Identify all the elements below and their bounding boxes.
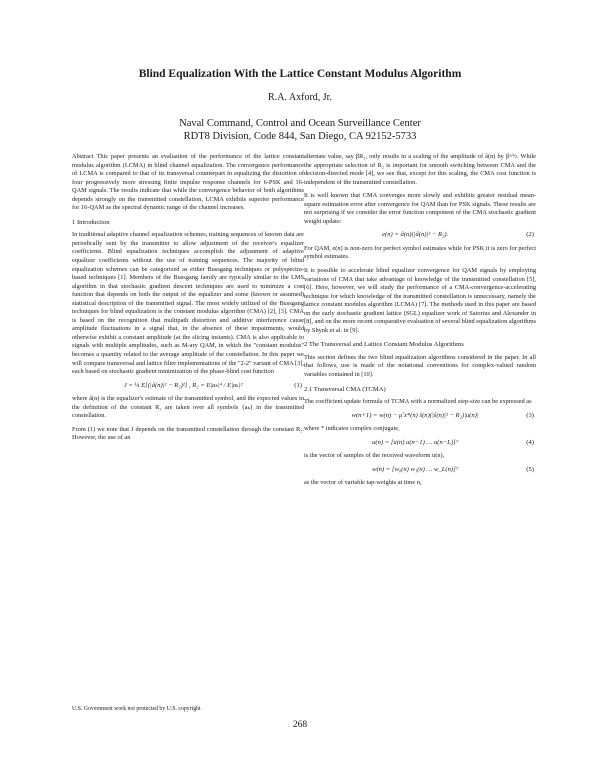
equation-5-number: (5) [526, 465, 534, 473]
equation-3-number: (3) [526, 411, 534, 419]
left-column [72, 153, 304, 448]
equation-2-number: (2) [526, 231, 534, 239]
equation-3 [304, 412, 536, 421]
section-1-heading: 1 Introduction [72, 218, 110, 226]
paper-title: Blind Equalization With the Lattice Constant Modulus Algorithm [138, 68, 462, 80]
right-paragraph-3: For QAM, e(n) is non-zero for perfect symbol estimates while for PSK it is zero for perfect symbol estimates. [304, 244, 536, 261]
equation-2 [304, 231, 536, 240]
equation-4-body: u(n) = [u(n) u(n−1) … u(n−L)]ᵀ [372, 438, 459, 446]
equation-3-body: w(n+1) = w(n) − μ̃ x*(n) ŝ(n)(|ŝ(n)|² − R₂)|u(n)| [351, 411, 479, 419]
affiliation-line-1: Naval Command, Control and Ocean Surveillance Center [179, 118, 421, 129]
section-2-1-heading: 2.1 Transversal CMA (TCMA) [304, 385, 386, 393]
equation-4 [304, 439, 536, 448]
right-paragraph-1: alternate value, say βR₂, only results in a scaling of the amplitude of â(n) by β^½. While the appropriate selection of R₂ is important for smooth switching between CMA and the decision-directed mode [4], we see that, except for this scaling, the CMA cost function is independent of the transmitted constellation. [304, 153, 536, 186]
affiliation-line-2: RDT8 Division, Code 844, San Diego, CA 92152-5733 [183, 131, 417, 142]
where-paragraph: where â(n) is the equalizer's estimate of the transmitted symbol, and the expected values in the definition of the constant R₂ are taken over all symbols {aₖ} in the transmitted constellation. [72, 395, 304, 420]
equation-4-number: (4) [526, 438, 534, 446]
equation-1 [72, 382, 304, 391]
equation-2-body: e(n) = â(n)(|â(n)|² − R₂). [382, 231, 449, 239]
author-name: R.A. Axford, Jr. [268, 92, 332, 103]
equation-5 [304, 466, 536, 475]
intro-paragraph: In traditional adaptive channel equalization schemes, training sequences of known data are periodically sent by the transmitter to allow adjustment of the receiver's equalizer coefficients. Blind equalization techniques accomplish the adjustment of adaptive equalizer coefficients without the use of training sequences. The majority of blind equalization schemes can be categorized as either Bussgang techniques or polyspectra-based techniques [1]. Members of the Bussgang family are typically similar to the LMS algorithm in that stochastic gradient descent techniques are used to minimize a cost function that depends on both the output of the equalizer and some (known or assumed) statistical description of the transmitted signal. The most widely utilized of the Bussgang techniques for blind equalization is the constant modulus algorithm (CMA) [2], [3]. CMA is based on the recognition that multipath distortion and additive interference cause amplitude fluctuations in a signal that, in the absence of these impairments, would otherwise exhibit a constant amplitude (at the slicing instants). CMA is also applicable to signals with multiple amplitudes, such as M-ary QAM, in which the "constant modulus" becomes a quantity related to the average amplitude of the constellation. In this paper we will compare transversal and lattice filter implementations of the "2-2" variant of CMA [3], each based on stochastic gradient minimization of the phase-blind cost function [72, 231, 304, 376]
equation-5-body: w(n) = [w₀(n) w₁(n) … w_L(n)]ᵀ [372, 465, 459, 473]
equation-1-body: J = ¼ E[(|â(n)|² − R₂)²] , R₂ = E|aₖ|⁴ / E|aₖ|² [123, 381, 243, 389]
right-paragraph-9: as the vector of variable tap-weights at time n, [304, 479, 422, 487]
page-number: 268 [292, 720, 308, 730]
right-paragraph-7: where * indicates complex conjugate, [304, 425, 400, 433]
right-paragraph-2: It is well known that CMA converges more slowly and exhibits greater residual mean-square estimation error after convergence for QAM than for PSK signals. These results are not surprising if we consider the error function component of the CMA stochastic gradient weight update: [304, 192, 536, 225]
from-paragraph: From (1) we note that J depends on the transmitted constellation through the constant R₂. However, the use of an [72, 425, 304, 442]
right-column [304, 153, 536, 493]
equation-1-number: (1) [294, 381, 302, 389]
abstract: Abstract This paper presents an evaluation of the performance of the lattice constant modulus algorithm (LCMA) in blind channel equalization. The convergence performance of LCMA is compared to that of its transversal counterpart in equalizing the distortion of four progressively more stressing finite impulse response channels for 6-PSK and 16-QAM signals. The results indicate that while the convergence behavior of both algorithms depends strongly on the transmitted constellation, LCMA exhibits superior performance for 16-QAM as the spectral dynamic range of the channel increases. [72, 153, 304, 212]
section-2-heading: 2 The Transversal and Lattice Constant Modulus Algorithms [304, 341, 464, 349]
right-paragraph-8: is the vector of samples of the received waveform u(n), [304, 452, 445, 460]
right-paragraph-6: The coefficient update formula of TCMA with a normalized step-size can be expressed as [304, 398, 532, 406]
right-paragraph-5: This section defines the two blind equalization algorithms considered in the paper. In all that follows, use is made of the notational conventions for complex-valued random variables contained in [10]. [304, 353, 536, 379]
right-paragraph-4: It is possible to accelerate blind equalizer convergence for QAM signals by employing variations of CMA that take advantage of knowledge of the transmitted constellation [5], [6]. Here, however, we will study the performance of a CMA-convergence-accelerating technique for which knowledge of the transmitted constellation is unnecessary, namely the lattice constant modulus algorithm (LCMA) [7]. The methods used in this paper are based on the early stochastic gradient lattice (SGL) equalizer work of Satorius and Alexander in [8], and on the more recent comparative evaluation of several blind equalization algorithms by Shynk et al. in [9]. [304, 267, 536, 334]
copyright-footnote: U.S. Government work not protected by U.S. copyright [72, 706, 201, 712]
